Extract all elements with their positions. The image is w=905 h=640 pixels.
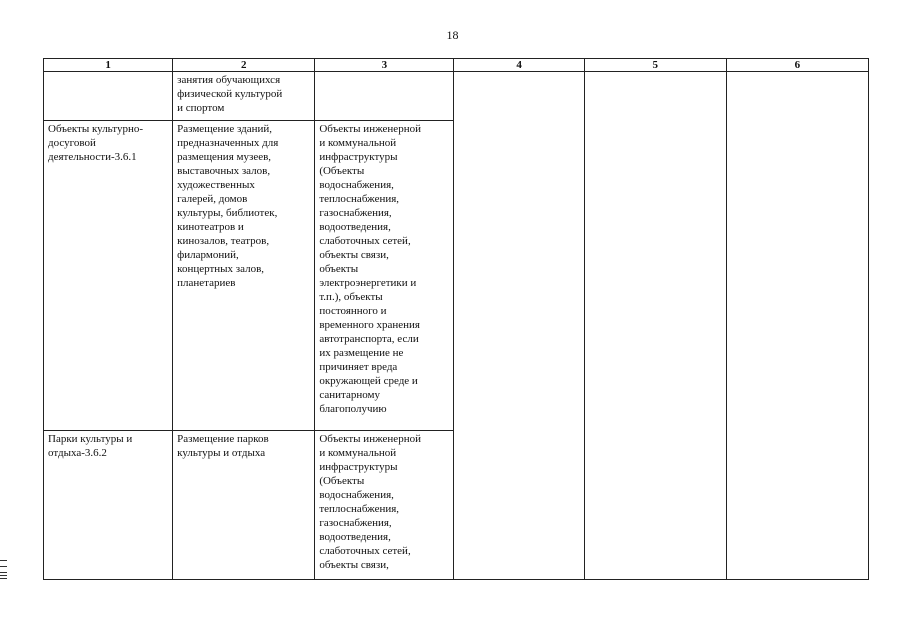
margin-mark <box>0 578 7 579</box>
cell-description: Размещение зданий, предназначенных для размещения музеев, выставочных залов, художественных галерей, домов культуры, библиотек, кинотеатров и кинозалов, театров, филармоний, концертных залов, планетариев <box>173 121 315 431</box>
cell-use-type: Объекты культурно- досуговой деятельности-3.6.1 <box>44 121 173 431</box>
column-header-5: 5 <box>584 59 726 72</box>
table-row <box>44 72 869 121</box>
cell-auxiliary-uses <box>315 72 454 121</box>
column-header-2: 2 <box>173 59 315 72</box>
document-table <box>43 58 869 580</box>
table-header-row <box>44 59 869 72</box>
column-header-6: 6 <box>726 59 868 72</box>
margin-mark <box>0 566 7 567</box>
column-header-1: 1 <box>44 59 173 72</box>
cell-description: занятия обучающихся физической культурой и спортом <box>173 72 315 121</box>
page-number: 18 <box>446 28 459 42</box>
cell-use-type: Парки культуры и отдыха-3.6.2 <box>44 431 173 580</box>
cell-column-6 <box>726 72 868 580</box>
margin-mark <box>0 575 7 576</box>
cell-use-type <box>44 72 173 121</box>
cell-auxiliary-uses: Объекты инженерной и коммунальной инфраструктуры (Объекты водоснабжения, теплоснабжения, газоснабжения, водоотведения, слаботочных сетей, объекты связи, <box>315 431 454 580</box>
cell-column-5 <box>584 72 726 580</box>
column-header-4: 4 <box>454 59 584 72</box>
margin-mark <box>0 572 7 573</box>
cell-description: Размещение парков культуры и отдыха <box>173 431 315 580</box>
column-header-3: 3 <box>315 59 454 72</box>
cell-auxiliary-uses: Объекты инженерной и коммунальной инфраструктуры (Объекты водоснабжения, теплоснабжения, газоснабжения, водоотведения, слаботочных сетей, объекты связи, объекты электроэнергетики и т.п.), объекты постоянного и временного хранения автотранспорта, если их размещение не причиняет вреда окружающей среде и санитарному благополучию <box>315 121 454 431</box>
margin-mark <box>0 560 7 561</box>
cell-column-4 <box>454 72 584 580</box>
